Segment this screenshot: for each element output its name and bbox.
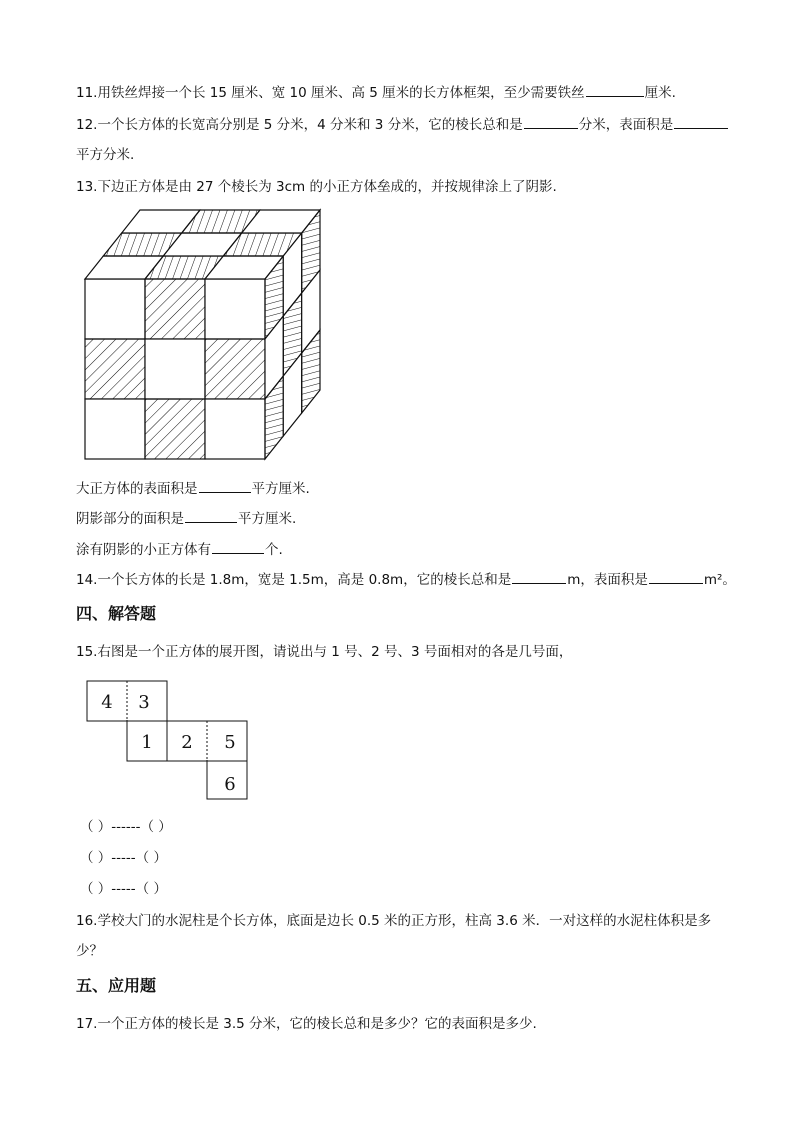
question-13-sub2-unit: 平方厘米. xyxy=(238,511,297,527)
front-cell xyxy=(205,399,265,459)
cube-net-figure xyxy=(86,680,250,800)
net-face-label: 4 xyxy=(101,692,113,713)
question-14-unit: m²。 xyxy=(703,572,736,588)
question-12-text: 12.一个长方体的长宽高分别是 5 分米，4 分米和 3 分米，它的棱长总和是 xyxy=(76,117,523,133)
question-13-sub3-text: 涂有阴影的小正方体有 xyxy=(76,542,211,558)
question-12-line2: 平方分米. xyxy=(76,147,135,163)
question-15-answer-2[interactable]: （ ）-----（ ） xyxy=(80,850,167,866)
front-cell xyxy=(145,339,205,399)
net-face-label: 6 xyxy=(224,774,236,795)
question-14-mid: m，表面积是 xyxy=(567,572,648,588)
net-face-label: 1 xyxy=(141,732,153,753)
question-14-text: 14.一个长方体的长是 1.8m，宽是 1.5m，高是 0.8m，它的棱长总和是 xyxy=(76,572,512,588)
question-13-sub3-unit: 个. xyxy=(265,542,283,558)
question-13-text: 13.下边正方体是由 27 个棱长为 3cm 的小正方体垒成的，并按规律涂上了阴影. xyxy=(76,179,557,195)
answer-blank[interactable] xyxy=(524,116,578,129)
question-15-answer-1[interactable]: （ ）------（ ） xyxy=(80,819,172,835)
question-12-mid: 分米，表面积是 xyxy=(578,117,674,133)
net-face-label: 2 xyxy=(181,732,193,753)
front-cell-shaded xyxy=(205,339,265,399)
question-13-sub1 xyxy=(76,480,310,498)
section-heading-5: 五、应用题 xyxy=(76,976,157,995)
question-13-sub1-unit: 平方厘米. xyxy=(251,481,310,497)
question-16-line2: 少？ xyxy=(76,943,103,959)
question-11-unit: 厘米. xyxy=(644,85,676,101)
front-cell-shaded xyxy=(145,279,205,339)
question-13-sub2-text: 阴影部分的面积是 xyxy=(76,511,184,527)
section-heading-4: 四、解答题 xyxy=(76,604,157,623)
question-13-sub2 xyxy=(76,510,296,528)
answer-blank[interactable] xyxy=(674,116,728,129)
question-14 xyxy=(76,571,736,589)
net-face-label: 5 xyxy=(224,732,236,753)
question-15-answer-3[interactable]: （ ）-----（ ） xyxy=(80,881,167,897)
answer-blank[interactable] xyxy=(649,571,703,584)
answer-blank[interactable] xyxy=(212,541,264,554)
question-15-text: 15.右图是一个正方体的展开图，请说出与 1 号、2 号、3 号面相对的各是几号面， xyxy=(76,644,573,660)
question-11 xyxy=(76,84,676,102)
front-cell xyxy=(205,279,265,339)
front-cell-shaded xyxy=(85,339,145,399)
question-17-text: 17.一个正方体的棱长是 3.5 分米，它的棱长总和是多少？它的表面积是多少. xyxy=(76,1016,537,1032)
answer-blank[interactable] xyxy=(185,510,237,523)
front-cell xyxy=(85,279,145,339)
question-13-sub3 xyxy=(76,541,283,559)
net-face-label: 3 xyxy=(138,692,150,713)
question-12 xyxy=(76,116,729,134)
question-16-line1: 16.学校大门的水泥柱是个长方体，底面是边长 0.5 米的正方形，柱高 3.6 米．一对这样的水泥柱体积是多 xyxy=(76,913,712,929)
front-cell xyxy=(85,399,145,459)
question-11-text: 11.用铁丝焊接一个长 15 厘米、宽 10 厘米、高 5 厘米的长方体框架，至少需要铁丝 xyxy=(76,85,585,101)
answer-blank[interactable] xyxy=(512,571,566,584)
answer-blank[interactable] xyxy=(586,84,644,97)
answer-blank[interactable] xyxy=(199,480,251,493)
cube-figure xyxy=(80,205,350,463)
front-cell-shaded xyxy=(145,399,205,459)
question-13-sub1-text: 大正方体的表面积是 xyxy=(76,481,198,497)
